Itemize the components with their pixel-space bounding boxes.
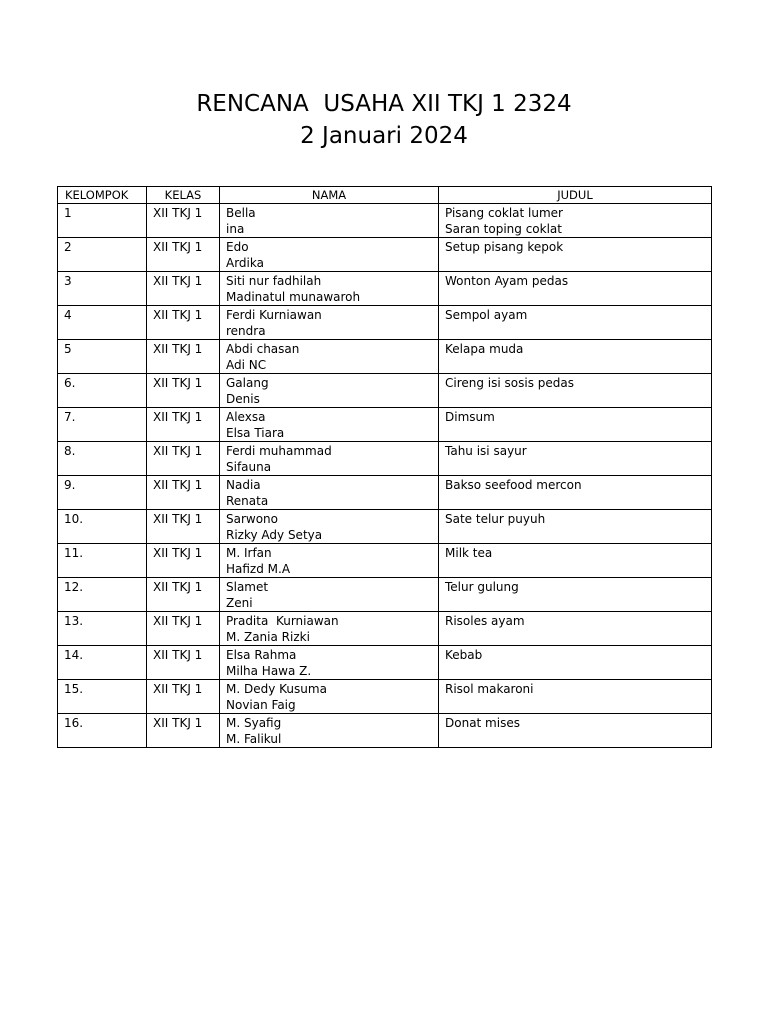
cell-kelas: XII TKJ 1	[147, 612, 220, 646]
cell-nama	[220, 340, 439, 374]
cell-kelas: XII TKJ 1	[147, 272, 220, 306]
cell-nama	[220, 272, 439, 306]
member-name: Pradita Kurniawan	[226, 614, 339, 628]
cell-judul	[439, 306, 712, 340]
cell-kelas: XII TKJ 1	[147, 510, 220, 544]
business-title: Dimsum	[445, 410, 495, 424]
business-title: Kebab	[445, 648, 483, 662]
cell-kelompok: 16.	[58, 714, 147, 748]
table-row	[58, 612, 712, 646]
header-row	[58, 187, 712, 204]
table-row	[58, 510, 712, 544]
business-title: Risol makaroni	[445, 682, 534, 696]
business-title: Telur gulung	[445, 580, 519, 594]
business-title: Donat mises	[445, 716, 520, 730]
business-title: Milk tea	[445, 546, 493, 560]
cell-nama	[220, 408, 439, 442]
member-name: Abdi chasan	[226, 342, 300, 356]
header-nama: NAMA	[220, 187, 439, 204]
table-body	[58, 204, 712, 748]
member-name: Nadia	[226, 478, 261, 492]
cell-nama	[220, 238, 439, 272]
table-row	[58, 306, 712, 340]
table-row	[58, 238, 712, 272]
cell-kelompok: 11.	[58, 544, 147, 578]
member-name: Zeni	[226, 596, 253, 610]
business-title: Sempol ayam	[445, 308, 528, 322]
cell-kelas: XII TKJ 1	[147, 238, 220, 272]
document-date: 2 Januari 2024	[300, 123, 468, 149]
cell-kelas: XII TKJ 1	[147, 442, 220, 476]
member-name: Milha Hawa Z.	[226, 664, 312, 678]
member-name: rendra	[226, 324, 266, 338]
table-row	[58, 714, 712, 748]
cell-judul	[439, 408, 712, 442]
header-kelas: KELAS	[147, 187, 220, 204]
table-row	[58, 272, 712, 306]
cell-nama	[220, 476, 439, 510]
business-title: Tahu isi sayur	[445, 444, 527, 458]
business-title: Pisang coklat lumer	[445, 206, 563, 220]
cell-kelompok: 9.	[58, 476, 147, 510]
member-name: Sifauna	[226, 460, 272, 474]
cell-judul	[439, 374, 712, 408]
member-name: Renata	[226, 494, 269, 508]
member-name: Elsa Tiara	[226, 426, 285, 440]
member-name: Novian Faig	[226, 698, 296, 712]
cell-judul	[439, 442, 712, 476]
table-header	[58, 187, 712, 204]
cell-kelompok: 2	[58, 238, 147, 272]
cell-nama	[220, 544, 439, 578]
member-name: Rizky Ady Setya	[226, 528, 323, 542]
table-row	[58, 374, 712, 408]
cell-judul	[439, 204, 712, 238]
cell-kelas: XII TKJ 1	[147, 646, 220, 680]
table-row	[58, 204, 712, 238]
cell-judul	[439, 238, 712, 272]
member-name: Bella	[226, 206, 256, 220]
member-name: ina	[226, 222, 245, 236]
cell-kelompok: 6.	[58, 374, 147, 408]
header-kelompok: KELOMPOK	[58, 187, 147, 204]
member-name: Ferdi Kurniawan	[226, 308, 322, 322]
cell-kelompok: 7.	[58, 408, 147, 442]
business-title: Saran toping coklat	[445, 222, 562, 236]
member-name: Edo	[226, 240, 249, 254]
cell-kelas: XII TKJ 1	[147, 306, 220, 340]
cell-nama	[220, 714, 439, 748]
cell-judul	[439, 510, 712, 544]
table-row	[58, 340, 712, 374]
business-title: Kelapa muda	[445, 342, 524, 356]
cell-kelompok: 1	[58, 204, 147, 238]
table-row	[58, 646, 712, 680]
member-name: M. Zania Rizki	[226, 630, 310, 644]
cell-kelompok: 14.	[58, 646, 147, 680]
member-name: M. Syafig	[226, 716, 282, 730]
header-judul: JUDUL	[439, 187, 712, 204]
cell-nama	[220, 612, 439, 646]
cell-kelas: XII TKJ 1	[147, 544, 220, 578]
business-title: Sate telur puyuh	[445, 512, 546, 526]
cell-kelompok: 15.	[58, 680, 147, 714]
cell-judul	[439, 680, 712, 714]
business-title: Setup pisang kepok	[445, 240, 564, 254]
cell-nama	[220, 680, 439, 714]
cell-nama	[220, 578, 439, 612]
cell-kelompok: 10.	[58, 510, 147, 544]
member-name: Alexsa	[226, 410, 266, 424]
cell-judul	[439, 578, 712, 612]
cell-kelas: XII TKJ 1	[147, 714, 220, 748]
cell-kelas: XII TKJ 1	[147, 680, 220, 714]
cell-kelas: XII TKJ 1	[147, 340, 220, 374]
cell-kelompok: 13.	[58, 612, 147, 646]
cell-nama	[220, 306, 439, 340]
member-name: Denis	[226, 392, 260, 406]
cell-judul	[439, 272, 712, 306]
member-name: Sarwono	[226, 512, 279, 526]
cell-kelas: XII TKJ 1	[147, 476, 220, 510]
cell-nama	[220, 646, 439, 680]
business-title: Wonton Ayam pedas	[445, 274, 569, 288]
business-title: Risoles ayam	[445, 614, 525, 628]
cell-kelas: XII TKJ 1	[147, 578, 220, 612]
member-name: Galang	[226, 376, 269, 390]
member-name: Madinatul munawaroh	[226, 290, 361, 304]
cell-judul	[439, 646, 712, 680]
table-row	[58, 680, 712, 714]
member-name: Hafizd M.A	[226, 562, 291, 576]
member-name: Ardika	[226, 256, 264, 270]
cell-kelompok: 4	[58, 306, 147, 340]
cell-nama	[220, 374, 439, 408]
cell-kelas: XII TKJ 1	[147, 204, 220, 238]
member-name: Elsa Rahma	[226, 648, 297, 662]
member-name: M. Dedy Kusuma	[226, 682, 327, 696]
member-name: Slamet	[226, 580, 269, 594]
table-row	[58, 442, 712, 476]
cell-kelas: XII TKJ 1	[147, 408, 220, 442]
cell-judul	[439, 476, 712, 510]
cell-kelompok: 8.	[58, 442, 147, 476]
business-title: Bakso seefood mercon	[445, 478, 582, 492]
table-row	[58, 476, 712, 510]
cell-judul	[439, 714, 712, 748]
cell-kelompok: 5	[58, 340, 147, 374]
group-table	[57, 186, 712, 748]
cell-judul	[439, 340, 712, 374]
cell-nama	[220, 510, 439, 544]
cell-kelas: XII TKJ 1	[147, 374, 220, 408]
cell-nama	[220, 442, 439, 476]
member-name: Ferdi muhammad	[226, 444, 332, 458]
cell-nama	[220, 204, 439, 238]
business-title: Cireng isi sosis pedas	[445, 376, 575, 390]
cell-judul	[439, 544, 712, 578]
table-row	[58, 578, 712, 612]
table-row	[58, 544, 712, 578]
document-title: RENCANA USAHA XII TKJ 1 2324	[196, 91, 572, 117]
cell-kelompok: 3	[58, 272, 147, 306]
cell-kelompok: 12.	[58, 578, 147, 612]
member-name: M. Irfan	[226, 546, 272, 560]
table-row	[58, 408, 712, 442]
member-name: M. Falikul	[226, 732, 282, 746]
cell-judul	[439, 612, 712, 646]
member-name: Siti nur fadhilah	[226, 274, 322, 288]
member-name: Adi NC	[226, 358, 267, 372]
